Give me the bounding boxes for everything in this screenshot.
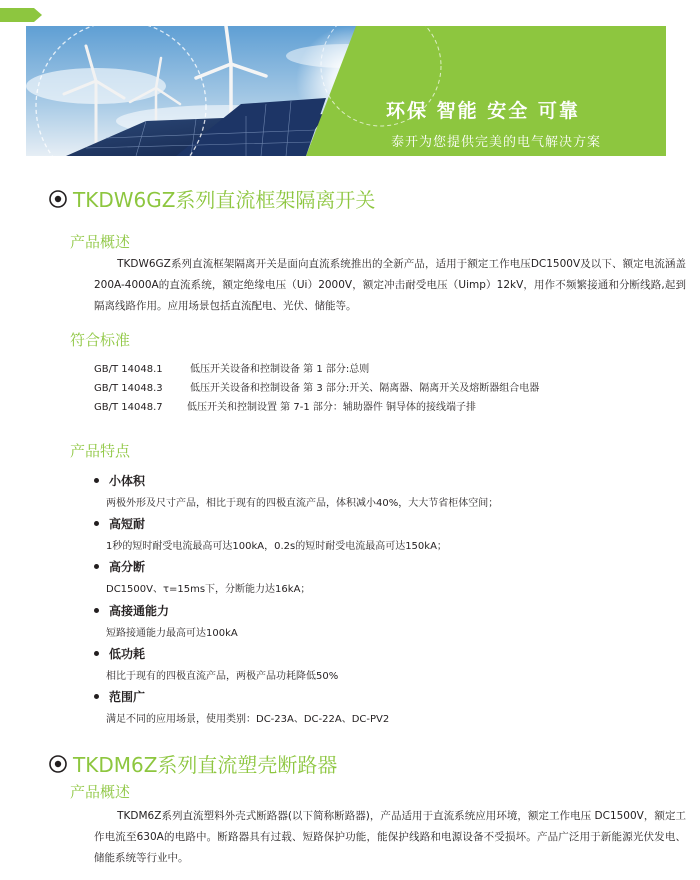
bullet-dot-icon xyxy=(94,521,99,526)
feature-title-text: 低功耗 xyxy=(109,647,146,661)
corner-tab-decoration xyxy=(0,8,42,22)
feature-title xyxy=(94,558,145,575)
standard-name: 低压开关和控制设置 第 7-1 部分：辅助器件 铜导体的接线端子排 xyxy=(187,402,477,413)
section-title xyxy=(48,184,375,213)
feature-title xyxy=(94,602,169,619)
feature-title-text: 高短耐 xyxy=(109,517,146,531)
feature-title-text: 范围广 xyxy=(109,690,146,704)
feature-title xyxy=(94,472,145,489)
feature-title xyxy=(94,645,145,662)
header-banner xyxy=(26,26,666,156)
standard-code: GB/T 14048.1 xyxy=(94,364,163,375)
feature-title xyxy=(94,688,145,705)
bullet-dot-icon xyxy=(94,564,99,569)
standard-item xyxy=(94,379,539,394)
overview-heading: 产品概述 xyxy=(70,233,131,251)
section-title xyxy=(48,749,337,778)
section-title-text: TKDM6Z系列直流塑壳断路器 xyxy=(73,753,338,777)
target-bullet-icon xyxy=(48,754,68,774)
feature-description: 两极外形及尺寸产品，相比于现有的四极直流产品，体积减小40%，大大节省柜体空间； xyxy=(106,498,499,509)
standard-code: GB/T 14048.7 xyxy=(94,402,163,413)
standard-item xyxy=(94,398,476,413)
feature-description: 满足不同的应用场景，使用类别：DC-23A、DC-22A、DC-PV2 xyxy=(106,714,390,725)
feature-description: DC1500V、τ=15ms下，分断能力达16kA； xyxy=(106,584,311,595)
overview-text: TKDM6Z系列直流塑料外壳式断路器(以下简称断路器)，产品适用于直流系统应用环境，额定工作电压 DC1500V，额定工作电流至630A的电路中。断路器具有过载、短路保护功能，能保护线路和电源设备不受损坏。产品广泛用于新能源光伏发电、储能系统等行业中。 xyxy=(94,810,686,864)
standard-name: 低压开关设备和控制设备 第 3 部分:开关、隔离器、隔离开关及熔断器组合电器 xyxy=(190,383,540,394)
overview-text: TKDW6GZ系列直流框架隔离开关是面向直流系统推出的全新产品，适用于额定工作电压DC1500V及以下、额定电流涵盖200A-4000A的直流系统，额定绝缘电压（Ui）2000V，额定冲击耐受电压（Uimp）12kV，用作不频繁接通和分断线路,起到隔离线路作用。应用场景包括直流配电、光伏、储能等。 xyxy=(94,258,686,312)
bullet-dot-icon xyxy=(94,608,99,613)
target-bullet-icon xyxy=(48,189,68,209)
banner-slogan: 环保 智能 安全 可靠 xyxy=(386,100,580,122)
banner-subtitle: 泰开为您提供完美的电气解决方案 xyxy=(391,135,602,150)
standard-name: 低压开关设备和控制设备 第 1 部分:总则 xyxy=(190,364,370,375)
feature-description: 1秒的短时耐受电流最高可达100kA，0.2s的短时耐受电流最高可达150kA； xyxy=(106,541,447,552)
feature-title-text: 小体积 xyxy=(109,474,146,488)
overview-heading: 产品概述 xyxy=(70,783,131,801)
standards-heading: 符合标准 xyxy=(70,331,131,349)
bullet-dot-icon xyxy=(94,694,99,699)
standard-code: GB/T 14048.3 xyxy=(94,383,163,394)
bullet-dot-icon xyxy=(94,651,99,656)
feature-description: 相比于现有的四极直流产品，两极产品功耗降低50% xyxy=(106,671,339,682)
feature-title xyxy=(94,515,145,532)
feature-title-text: 高接通能力 xyxy=(109,604,170,618)
feature-title-text: 高分断 xyxy=(109,560,146,574)
features-heading: 产品特点 xyxy=(70,442,131,460)
section-title-text: TKDW6GZ系列直流框架隔离开关 xyxy=(73,188,376,212)
standard-item xyxy=(94,360,369,375)
feature-description: 短路接通能力最高可达100kA xyxy=(106,628,238,639)
bullet-dot-icon xyxy=(94,478,99,483)
